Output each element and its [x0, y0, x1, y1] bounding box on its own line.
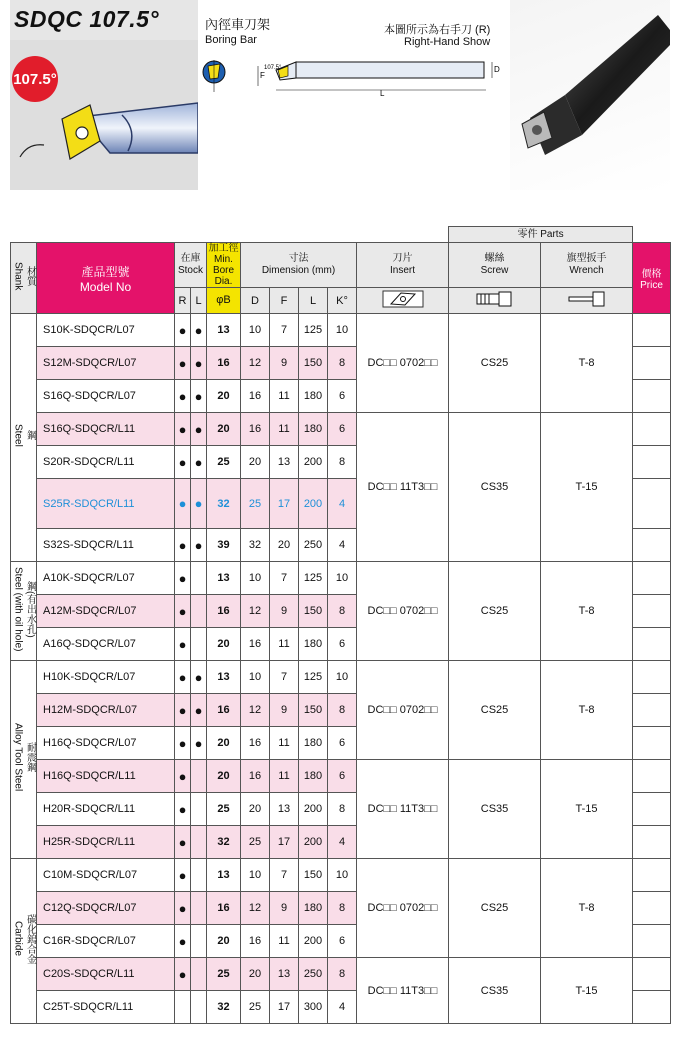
- wrench-cell: T-8: [541, 859, 633, 958]
- insert-icon: [357, 288, 449, 314]
- stock-l-cell: ●: [191, 727, 207, 760]
- min-bore-cell: 20: [207, 628, 241, 661]
- dim-k-cell: 8: [328, 793, 357, 826]
- min-bore-cell: 32: [207, 991, 241, 1024]
- min-bore-header: 加工徑 Min. Bore Dia.: [208, 243, 239, 287]
- wrench-header: 旗型扳手 Wrench: [541, 243, 633, 288]
- dim-k-cell: 10: [328, 562, 357, 595]
- stock-l-cell: ●: [191, 479, 207, 529]
- model-no-cell: H20R-SDQCR/L11: [37, 793, 175, 826]
- dim-f-cell: 9: [270, 595, 299, 628]
- stock-r-cell: ●: [175, 314, 191, 347]
- dim-k-cell: 4: [328, 479, 357, 529]
- price-cell: [633, 859, 671, 892]
- model-no-cell: C12Q-SDQCR/L07: [37, 892, 175, 925]
- dim-k-cell: 4: [328, 991, 357, 1024]
- boring-bar-label-en: Boring Bar: [205, 34, 257, 46]
- stock-l-cell: ●: [191, 413, 207, 446]
- wrench-cell: T-8: [541, 562, 633, 661]
- dim-l-cell: 125: [299, 314, 328, 347]
- model-no-cell: H16Q-SDQCR/L07: [37, 727, 175, 760]
- screw-cell: CS25: [449, 859, 541, 958]
- dim-k-cell: 6: [328, 760, 357, 793]
- dim-d-cell: 12: [241, 595, 270, 628]
- insert-header: 刀片 Insert: [357, 243, 449, 288]
- table-row: [11, 314, 671, 347]
- dim-d-cell: 16: [241, 760, 270, 793]
- stock-l-cell: [191, 628, 207, 661]
- dim-l-cell: 250: [299, 958, 328, 991]
- dim-d-cell: 20: [241, 446, 270, 479]
- dim-f-cell: 11: [270, 413, 299, 446]
- dim-f-cell: 13: [270, 958, 299, 991]
- price-cell: [633, 314, 671, 347]
- model-no-cell: S25R-SDQCR/L11: [37, 479, 175, 529]
- stock-r-cell: ●: [175, 562, 191, 595]
- wrench-cell: T-15: [541, 958, 633, 1024]
- wrench-cell: T-8: [541, 661, 633, 760]
- stock-r-cell: ●: [175, 859, 191, 892]
- model-no-cell: S16Q-SDQCR/L11: [37, 413, 175, 446]
- dim-f-cell: 11: [270, 380, 299, 413]
- price-cell: [633, 958, 671, 991]
- dim-l-cell: 200: [299, 479, 328, 529]
- material-category: 耐震鋼 Alloy Tool Steel: [11, 661, 37, 859]
- dim-d-cell: 12: [241, 892, 270, 925]
- dim-k-cell: 10: [328, 859, 357, 892]
- stock-l-cell: ●: [191, 347, 207, 380]
- dim-d-cell: 10: [241, 859, 270, 892]
- stock-r-cell: ●: [175, 446, 191, 479]
- insert-cell: DC□□ 0702□□: [357, 314, 449, 413]
- model-no-cell: S32S-SDQCR/L11: [37, 529, 175, 562]
- dim-k-cell: 4: [328, 529, 357, 562]
- min-bore-cell: 39: [207, 529, 241, 562]
- dim-l-cell: 125: [299, 562, 328, 595]
- stock-l-cell: [191, 859, 207, 892]
- screw-cell: CS35: [449, 958, 541, 1024]
- table-row: [11, 413, 671, 446]
- dim-f-cell: 7: [270, 859, 299, 892]
- model-no-cell: C25T-SDQCR/L11: [37, 991, 175, 1024]
- stock-r-cell: ●: [175, 892, 191, 925]
- dim-d-cell: 20: [241, 793, 270, 826]
- dim-k-cell: 8: [328, 595, 357, 628]
- min-bore-cell: 20: [207, 925, 241, 958]
- stock-header: 在庫 Stock: [175, 243, 207, 288]
- dim-k-cell: 6: [328, 628, 357, 661]
- stock-r-cell: ●: [175, 727, 191, 760]
- dim-l-cell: 250: [299, 529, 328, 562]
- dim-l-cell: 200: [299, 826, 328, 859]
- dim-d-cell: 16: [241, 628, 270, 661]
- stock-l-cell: [191, 925, 207, 958]
- dim-l-cell: 150: [299, 859, 328, 892]
- stock-r-cell: [175, 991, 191, 1024]
- price-header: 價格 Price: [633, 243, 671, 314]
- dim-l-cell: 150: [299, 694, 328, 727]
- min-bore-cell: 13: [207, 859, 241, 892]
- stock-r-cell: ●: [175, 595, 191, 628]
- stock-l-cell: [191, 793, 207, 826]
- dim-d-cell: 25: [241, 826, 270, 859]
- product-title: SDQC 107.5°: [14, 6, 160, 32]
- screw-icon: [449, 288, 541, 314]
- screw-cell: CS35: [449, 760, 541, 859]
- table-row: [11, 562, 671, 595]
- price-cell: [633, 892, 671, 925]
- stock-l-cell: ●: [191, 314, 207, 347]
- table-row: [11, 760, 671, 793]
- dim-d-cell: 10: [241, 661, 270, 694]
- insert-cell: DC□□ 11T3□□: [357, 760, 449, 859]
- boring-bar-label-cn: 內徑車刀架: [205, 17, 271, 32]
- dim-l-cell: 180: [299, 892, 328, 925]
- stock-r-cell: ●: [175, 347, 191, 380]
- min-bore-cell: 32: [207, 826, 241, 859]
- screw-cell: CS25: [449, 314, 541, 413]
- dim-l-cell: 180: [299, 760, 328, 793]
- stock-l-cell: [191, 826, 207, 859]
- stock-l-cell: [191, 595, 207, 628]
- dim-k-cell: 8: [328, 892, 357, 925]
- model-no-cell: A10K-SDQCR/L07: [37, 562, 175, 595]
- right-hand-label-cn: 本圖所示為右手刀 (R): [384, 24, 491, 36]
- l-header: L: [299, 288, 328, 314]
- product-photo: [510, 0, 670, 190]
- table-row: [11, 958, 671, 991]
- min-bore-cell: 32: [207, 479, 241, 529]
- dim-d-cell: 16: [241, 727, 270, 760]
- stock-r-cell: ●: [175, 628, 191, 661]
- model-no-cell: A16Q-SDQCR/L07: [37, 628, 175, 661]
- dim-l-cell: 180: [299, 413, 328, 446]
- dim-k-cell: 6: [328, 413, 357, 446]
- dim-d-cell: 25: [241, 991, 270, 1024]
- dim-f-cell: 17: [270, 479, 299, 529]
- min-bore-cell: 20: [207, 727, 241, 760]
- stock-r-cell: ●: [175, 925, 191, 958]
- table-row: [11, 661, 671, 694]
- dim-f-cell: 11: [270, 727, 299, 760]
- stock-r-cell: ●: [175, 380, 191, 413]
- model-no-cell: S16Q-SDQCR/L07: [37, 380, 175, 413]
- price-cell: [633, 793, 671, 826]
- stock-r-cell: ●: [175, 760, 191, 793]
- model-no-cell: C16R-SDQCR/L07: [37, 925, 175, 958]
- dim-d-cell: 25: [241, 479, 270, 529]
- price-cell: [633, 347, 671, 380]
- price-cell: [633, 661, 671, 694]
- model-no-cell: H10K-SDQCR/L07: [37, 661, 175, 694]
- model-no-cell: A12M-SDQCR/L07: [37, 595, 175, 628]
- d-header: D: [241, 288, 270, 314]
- price-cell: [633, 727, 671, 760]
- insert-cell: DC□□ 0702□□: [357, 562, 449, 661]
- wrench-cell: T-8: [541, 314, 633, 413]
- wrench-icon: [541, 288, 633, 314]
- model-no-cell: C20S-SDQCR/L11: [37, 958, 175, 991]
- dim-k-cell: 6: [328, 727, 357, 760]
- screw-header: 螺絲 Screw: [449, 243, 541, 288]
- drawing-label-k: 107.5°: [264, 65, 282, 71]
- dim-k-cell: 8: [328, 446, 357, 479]
- drawing-label-f: F: [260, 71, 265, 80]
- price-cell: [633, 694, 671, 727]
- dim-l-cell: 180: [299, 727, 328, 760]
- screw-cell: CS25: [449, 661, 541, 760]
- price-cell: [633, 991, 671, 1024]
- stock-l-cell: ●: [191, 661, 207, 694]
- min-bore-cell: 25: [207, 446, 241, 479]
- dim-f-cell: 7: [270, 661, 299, 694]
- dim-f-cell: 11: [270, 628, 299, 661]
- stock-l-cell: [191, 958, 207, 991]
- stock-l-cell: [191, 562, 207, 595]
- dim-l-cell: 180: [299, 380, 328, 413]
- stock-l-cell: ●: [191, 446, 207, 479]
- k-header: K°: [328, 288, 357, 314]
- stock-l-cell: ●: [191, 380, 207, 413]
- dim-l-cell: 200: [299, 446, 328, 479]
- stock-r-cell: ●: [175, 529, 191, 562]
- dim-k-cell: 6: [328, 380, 357, 413]
- price-cell: [633, 562, 671, 595]
- dim-d-cell: 20: [241, 958, 270, 991]
- screw-cell: CS35: [449, 413, 541, 562]
- min-bore-cell: 16: [207, 347, 241, 380]
- dim-f-cell: 20: [270, 529, 299, 562]
- dim-l-cell: 300: [299, 991, 328, 1024]
- dim-l-cell: 150: [299, 347, 328, 380]
- price-cell: [633, 529, 671, 562]
- price-cell: [633, 925, 671, 958]
- dim-d-cell: 12: [241, 347, 270, 380]
- dim-f-cell: 17: [270, 991, 299, 1024]
- dim-f-cell: 13: [270, 446, 299, 479]
- dim-k-cell: 6: [328, 925, 357, 958]
- price-cell: [633, 413, 671, 446]
- material-category: 鋼 Steel: [11, 314, 37, 562]
- model-no-cell: H12M-SDQCR/L07: [37, 694, 175, 727]
- stock-r-cell: ●: [175, 694, 191, 727]
- min-bore-cell: 13: [207, 314, 241, 347]
- dim-f-cell: 11: [270, 925, 299, 958]
- stock-l-cell: [191, 991, 207, 1024]
- min-bore-cell: 16: [207, 595, 241, 628]
- spec-table: [10, 226, 671, 1024]
- dim-l-cell: 180: [299, 628, 328, 661]
- stock-r-header: R: [175, 288, 191, 314]
- stock-l-cell: ●: [191, 694, 207, 727]
- material-category: 碳化鎢合金 Carbide: [11, 859, 37, 1024]
- stock-r-cell: ●: [175, 413, 191, 446]
- boring-bar-illustration: [10, 95, 198, 175]
- stock-l-header: L: [191, 288, 207, 314]
- price-cell: [633, 479, 671, 529]
- dim-k-cell: 4: [328, 826, 357, 859]
- dim-d-cell: 10: [241, 562, 270, 595]
- price-cell: [633, 380, 671, 413]
- material-header: 材質 Shank: [11, 243, 37, 314]
- dim-d-cell: 16: [241, 925, 270, 958]
- drawing-label-d: D: [494, 65, 500, 74]
- wrench-cell: T-15: [541, 760, 633, 859]
- table-row: [11, 859, 671, 892]
- stock-l-cell: [191, 760, 207, 793]
- dim-f-cell: 11: [270, 760, 299, 793]
- stock-r-cell: ●: [175, 826, 191, 859]
- dim-f-cell: 9: [270, 694, 299, 727]
- min-bore-cell: 20: [207, 413, 241, 446]
- dim-f-cell: 17: [270, 826, 299, 859]
- price-cell: [633, 446, 671, 479]
- stock-r-cell: ●: [175, 479, 191, 529]
- wrench-cell: T-15: [541, 413, 633, 562]
- insert-cell: DC□□ 11T3□□: [357, 958, 449, 1024]
- f-header: F: [270, 288, 299, 314]
- drawing-label-l: L: [380, 89, 385, 98]
- model-no-cell: S12M-SDQCR/L07: [37, 347, 175, 380]
- stock-r-cell: ●: [175, 958, 191, 991]
- dim-l-cell: 150: [299, 595, 328, 628]
- min-bore-cell: 13: [207, 562, 241, 595]
- stock-r-cell: ●: [175, 661, 191, 694]
- dim-f-cell: 7: [270, 562, 299, 595]
- model-header: 產品型號 Model No: [37, 243, 175, 314]
- stock-r-cell: ●: [175, 793, 191, 826]
- dim-l-cell: 125: [299, 661, 328, 694]
- technical-drawing: [196, 52, 506, 102]
- stock-l-cell: ●: [191, 529, 207, 562]
- dim-d-cell: 10: [241, 314, 270, 347]
- insert-cell: DC□□ 11T3□□: [357, 413, 449, 562]
- dim-k-cell: 10: [328, 314, 357, 347]
- model-no-cell: C10M-SDQCR/L07: [37, 859, 175, 892]
- dim-l-cell: 200: [299, 925, 328, 958]
- dim-k-cell: 8: [328, 958, 357, 991]
- min-bore-cell: 25: [207, 793, 241, 826]
- screw-cell: CS25: [449, 562, 541, 661]
- min-bore-cell: 16: [207, 694, 241, 727]
- dim-d-cell: 16: [241, 413, 270, 446]
- parts-header: 零件 Parts: [449, 227, 633, 243]
- min-bore-cell: 20: [207, 760, 241, 793]
- insert-cell: DC□□ 0702□□: [357, 859, 449, 958]
- price-cell: [633, 628, 671, 661]
- model-no-cell: S10K-SDQCR/L07: [37, 314, 175, 347]
- dim-d-cell: 12: [241, 694, 270, 727]
- price-cell: [633, 595, 671, 628]
- min-bore-cell: 25: [207, 958, 241, 991]
- right-hand-label-en: Right-Hand Show: [404, 36, 491, 48]
- stock-l-cell: [191, 892, 207, 925]
- price-cell: [633, 760, 671, 793]
- angle-badge: 107.5°: [12, 56, 58, 102]
- dim-k-cell: 8: [328, 347, 357, 380]
- dim-f-cell: 9: [270, 892, 299, 925]
- min-bore-cell: 16: [207, 892, 241, 925]
- insert-cell: DC□□ 0702□□: [357, 661, 449, 760]
- dim-k-cell: 8: [328, 694, 357, 727]
- min-bore-cell: 13: [207, 661, 241, 694]
- dim-f-cell: 9: [270, 347, 299, 380]
- dim-f-cell: 13: [270, 793, 299, 826]
- dim-l-cell: 200: [299, 793, 328, 826]
- model-no-cell: S20R-SDQCR/L11: [37, 446, 175, 479]
- price-cell: [633, 826, 671, 859]
- material-category: 鋼(有出水孔) Steel (with oil hole): [11, 562, 37, 661]
- dim-f-cell: 7: [270, 314, 299, 347]
- phi-b-header: φB: [207, 288, 241, 314]
- dimension-header: 寸法 Dimension (mm): [241, 243, 357, 288]
- min-bore-cell: 20: [207, 380, 241, 413]
- dim-d-cell: 32: [241, 529, 270, 562]
- dim-d-cell: 16: [241, 380, 270, 413]
- model-no-cell: H25R-SDQCR/L11: [37, 826, 175, 859]
- model-no-cell: H16Q-SDQCR/L11: [37, 760, 175, 793]
- dim-k-cell: 10: [328, 661, 357, 694]
